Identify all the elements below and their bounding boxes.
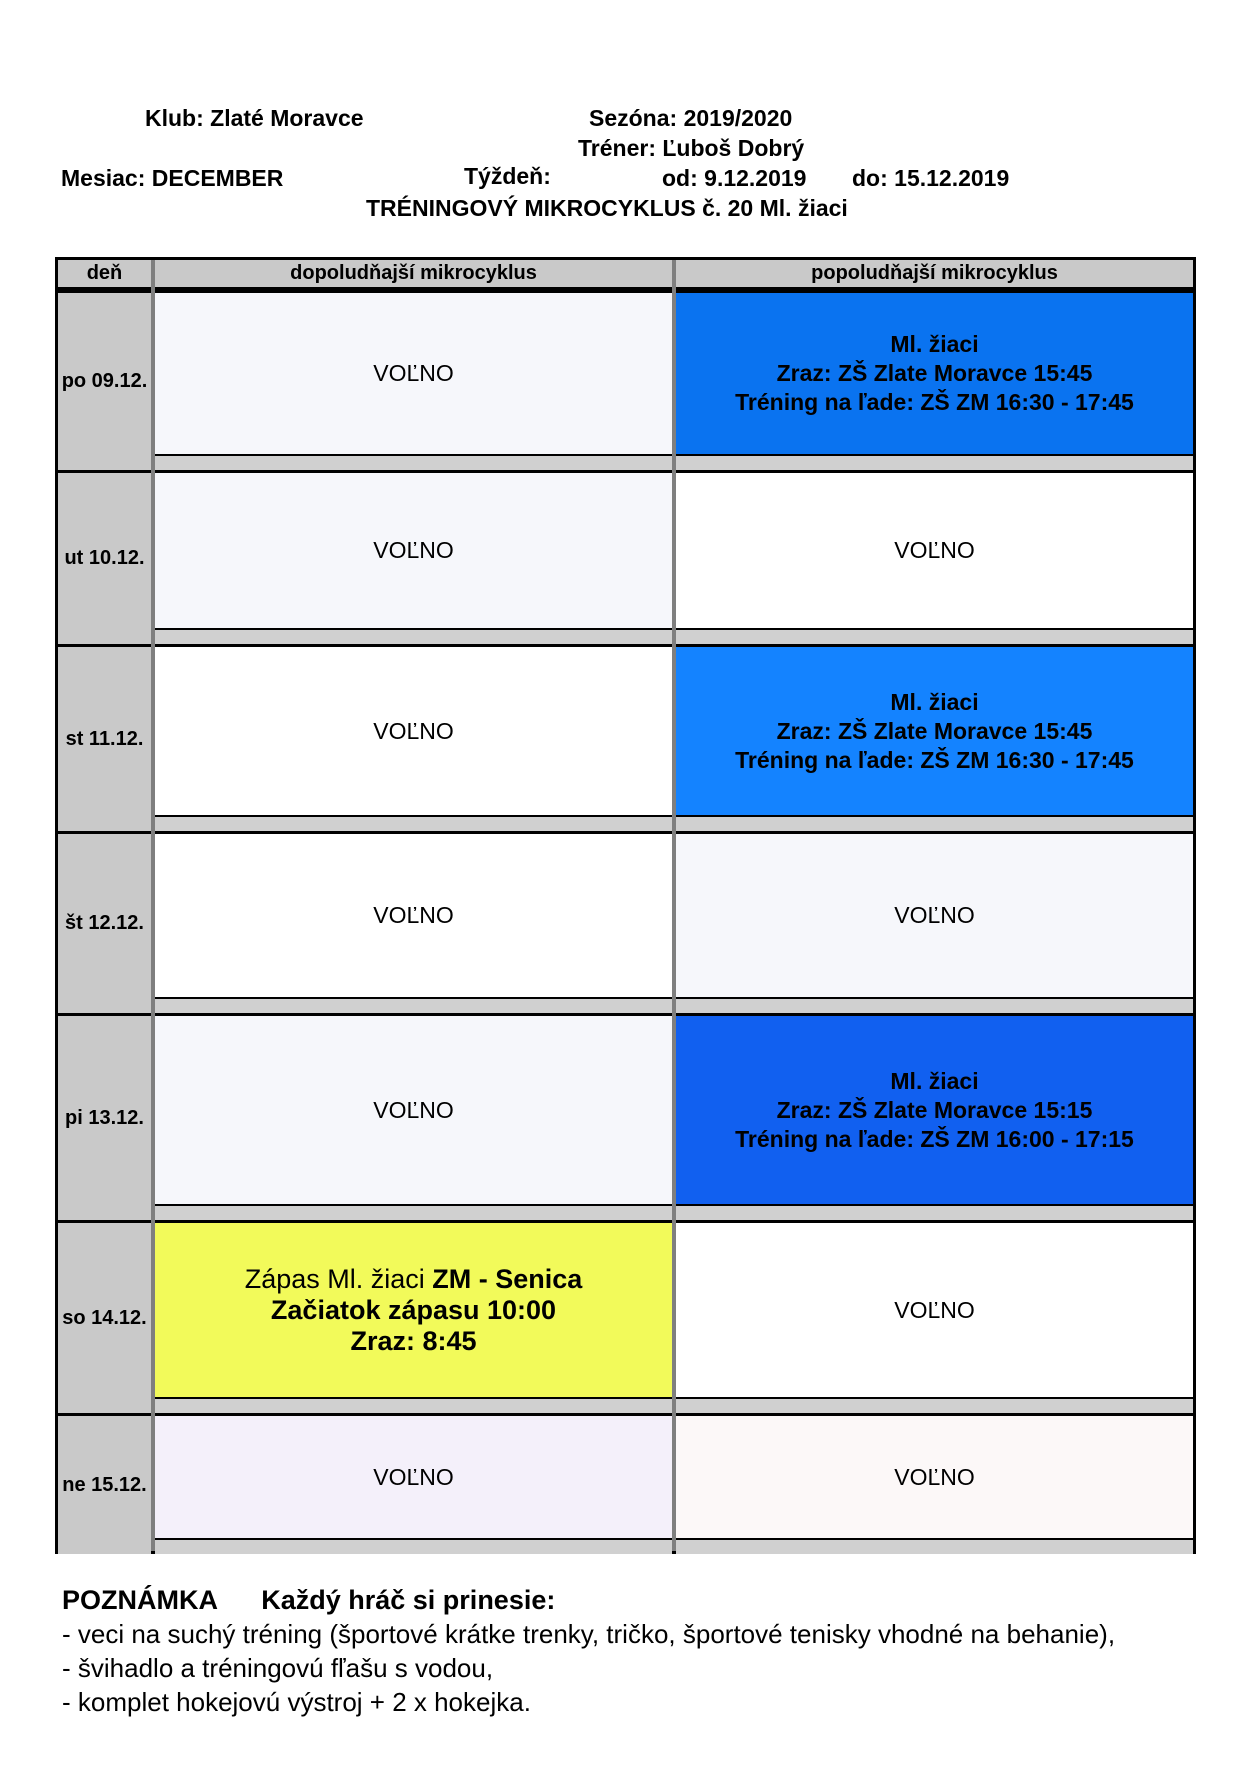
notes-item: - komplet hokejovú výstroj + 2 x hokejka.	[62, 1687, 531, 1717]
match-line: Zraz: 8:45	[350, 1325, 477, 1356]
morning-slot	[155, 644, 672, 831]
month-label: Mesiac: DECEMBER	[61, 165, 284, 191]
column-header-morning: dopoludňajší mikrocyklus	[155, 260, 672, 290]
page-title: TRÉNINGOVÝ MIKROCYKLUS č. 20 Ml. žiaci	[366, 195, 848, 221]
morning-slot	[155, 290, 672, 470]
free-label: VOĽNO	[373, 1096, 454, 1123]
afternoon-slot	[676, 1013, 1193, 1220]
notes-item: - švihadlo a tréningovú fľašu s vodou,	[62, 1653, 494, 1683]
day-cell: ne 15.12.	[58, 1413, 151, 1554]
notes-section	[62, 1583, 1115, 1719]
morning-slot	[155, 470, 672, 644]
column-header-afternoon: popoludňajší mikrocyklus	[676, 260, 1193, 290]
notes-subtitle: Každý hráč si prinesie:	[261, 1585, 556, 1615]
notes-item: - veci na suchý tréning (športové krátke trenky, tričko, športové tenisky vhodné na behanie),	[62, 1619, 1116, 1649]
afternoon-slot	[676, 1413, 1193, 1554]
training-line: Zraz: ZŠ Zlate Moravce 15:45	[776, 360, 1093, 386]
afternoon-slot	[676, 644, 1193, 831]
training-line: Ml. žiaci	[890, 688, 979, 715]
free-label: VOĽNO	[373, 1463, 454, 1490]
training-line: Tréning na ľade: ZŠ ZM 16:30 - 17:45	[735, 746, 1134, 773]
training-line: Ml. žiaci	[890, 331, 979, 357]
club-label: Klub: Zlaté Moravce	[145, 105, 364, 131]
morning-slot	[155, 1220, 672, 1413]
afternoon-slot	[676, 470, 1193, 644]
afternoon-slot	[676, 831, 1193, 1013]
column-header-day: deň	[58, 260, 151, 290]
afternoon-slot	[676, 290, 1193, 470]
free-label: VOĽNO	[373, 360, 454, 386]
day-cell: st 11.12.	[58, 644, 151, 831]
day-cell: št 12.12.	[58, 831, 151, 1013]
free-label: VOĽNO	[373, 902, 454, 928]
day-cell: po 09.12.	[58, 290, 151, 470]
free-label: VOĽNO	[373, 537, 454, 563]
training-line: Tréning na ľade: ZŠ ZM 16:30 - 17:45	[735, 389, 1134, 415]
free-label: VOĽNO	[894, 537, 975, 563]
coach-label: Tréner: Ľuboš Dobrý	[578, 135, 805, 161]
season-label: Sezóna: 2019/2020	[589, 105, 793, 131]
schedule-table	[55, 257, 1196, 1554]
week-label: Týždeň:	[464, 163, 551, 189]
afternoon-slot	[676, 1220, 1193, 1413]
training-line: Zraz: ZŠ Zlate Moravce 15:45	[776, 717, 1093, 744]
free-label: VOĽNO	[894, 1296, 975, 1323]
morning-slot	[155, 1013, 672, 1220]
date-to: do: 15.12.2019	[852, 165, 1010, 191]
free-label: VOĽNO	[373, 717, 454, 744]
morning-slot	[155, 1413, 672, 1554]
day-cell: so 14.12.	[58, 1220, 151, 1413]
morning-slot	[155, 831, 672, 1013]
notes-title: POZNÁMKA	[62, 1585, 218, 1615]
free-label: VOĽNO	[894, 902, 975, 928]
training-line: Ml. žiaci	[890, 1067, 979, 1094]
day-cell: ut 10.12.	[58, 470, 151, 644]
training-line: Zraz: ZŠ Zlate Moravce 15:15	[776, 1096, 1093, 1123]
free-label: VOĽNO	[894, 1463, 975, 1490]
match-line	[245, 1264, 583, 1295]
training-line: Tréning na ľade: ZŠ ZM 16:00 - 17:15	[735, 1125, 1134, 1152]
match-teams: ZM - Senica	[432, 1263, 583, 1294]
match-label: Zápas Ml. žiaci	[244, 1263, 433, 1294]
date-from: od: 9.12.2019	[662, 165, 807, 191]
day-cell: pi 13.12.	[58, 1013, 151, 1220]
match-line: Začiatok zápasu 10:00	[270, 1294, 557, 1325]
